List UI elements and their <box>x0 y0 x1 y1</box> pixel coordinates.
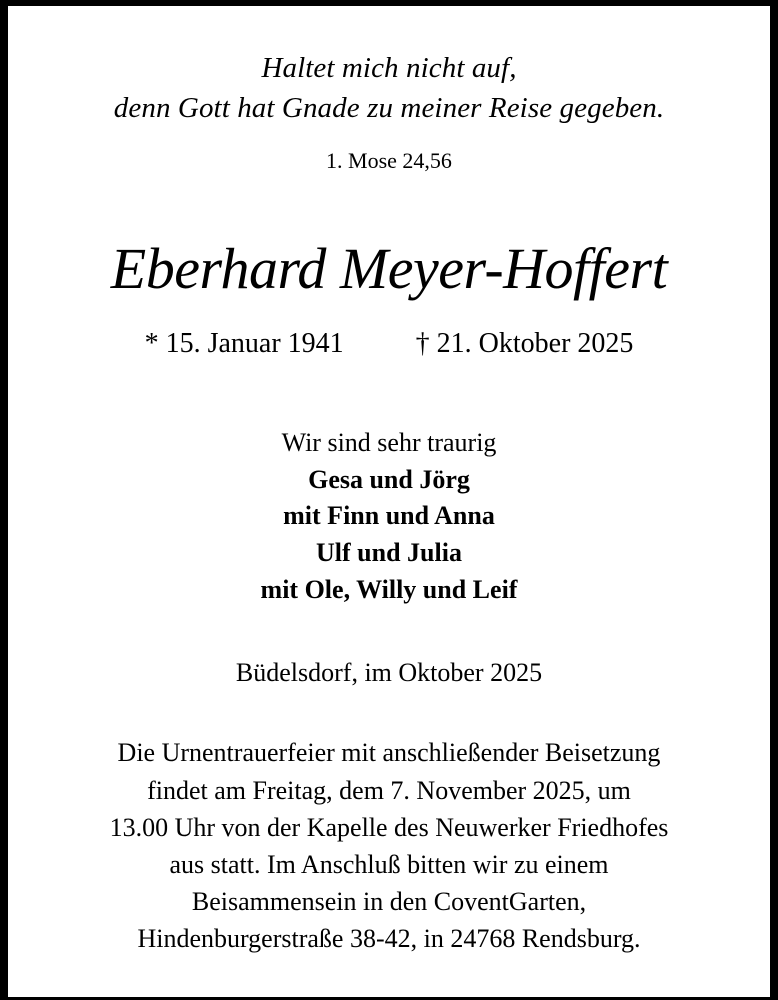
deceased-name: Eberhard Meyer-Hoffert <box>110 236 668 302</box>
mourner-line: Ulf und Julia <box>316 538 462 568</box>
place-and-date: Büdelsdorf, im Oktober 2025 <box>235 658 543 688</box>
arrangements-line: Die Urnentrauerfeier mit anschließender Beisetzung <box>117 738 661 768</box>
mourning-intro: Wir sind sehr traurig <box>281 427 497 457</box>
mourning-block <box>26 425 752 610</box>
arrangements-line: findet am Freitag, dem 7. November 2025, um <box>147 775 631 805</box>
death-dagger-icon: † <box>415 328 430 360</box>
death-date <box>416 327 634 361</box>
mourner-line: mit Finn und Anna <box>283 501 495 531</box>
birth-date <box>145 327 344 361</box>
birth-date-value: 15. Januar 1941 <box>165 328 344 360</box>
arrangements-line: Hindenburgerstraße 38-42, in 24768 Rendsburg. <box>137 924 641 954</box>
arrangements-line: aus statt. Im Anschluß bitten wir zu einem <box>169 849 609 879</box>
epigraph-line-2: denn Gott hat Gnade zu meiner Reise gegeben. <box>113 92 665 125</box>
scripture-reference: 1. Mose 24,56 <box>326 148 452 174</box>
life-dates <box>26 327 752 361</box>
funeral-arrangements <box>26 734 752 957</box>
arrangements-line: Beisammensein in den CoventGarten, <box>191 887 587 917</box>
epigraph-quote <box>26 48 752 128</box>
epigraph-line-1: Haltet mich nicht auf, <box>261 52 517 84</box>
mourner-line: Gesa und Jörg <box>308 464 470 494</box>
birth-star-icon: * <box>144 328 159 360</box>
mourner-line: mit Ole, Willy und Leif <box>260 575 518 605</box>
death-date-value: 21. Oktober 2025 <box>436 328 634 360</box>
arrangements-line: 13.00 Uhr von der Kapelle des Neuwerker Friedhofes <box>109 812 669 842</box>
